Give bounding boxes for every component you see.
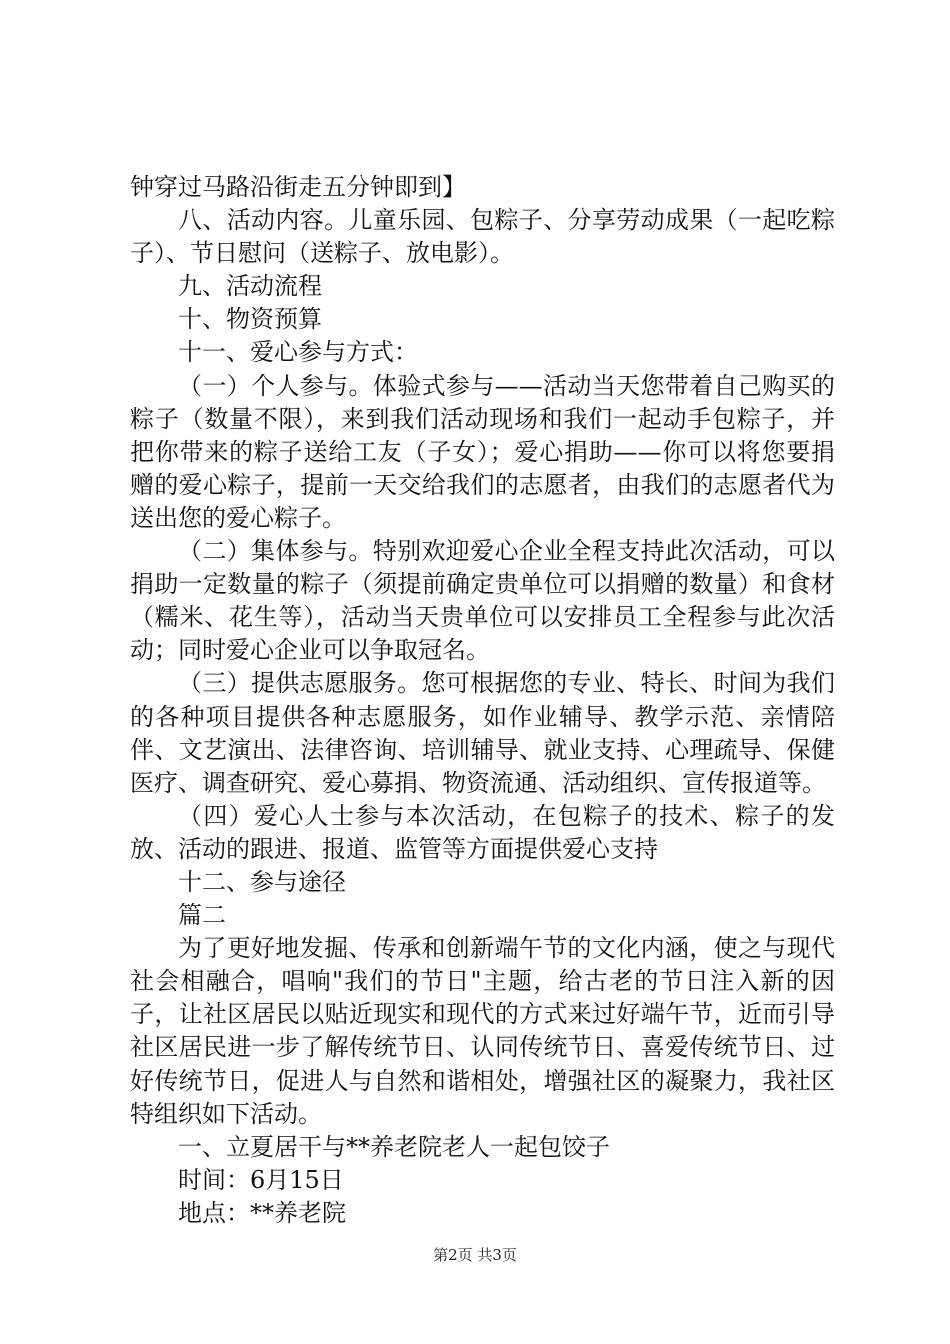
- paragraph-7: （三）提供志愿服务。您可根据您的专业、特长、时间为我们的各种项目提供各种志愿服务，如作业辅导、教学示范、亲情陪伴、文艺演出、法律咨询、培训辅导、就业支持、心理疏导、保健医疗、调查研究、爱心募捐、物资流通、活动组织、宣传报道等。: [130, 669, 835, 797]
- paragraph-4: 十一、爱心参与方式：: [178, 338, 418, 367]
- paragraph-12: 一、立夏居干与**养老院老人一起包饺子: [178, 1132, 610, 1161]
- paragraph-11: 为了更好地发掘、传承和创新端午节的文化内涵，使之与现代社会相融合，唱响"我们的节日"主题，给古老的节日注入新的因子，让社区居民以贴近现实和现代的方式来过好端午节，近而引导社区居民进一步了解传统节日、认同传统节日、喜爱传统节日、过好传统节日，促进人与自然和谐相处，增强社区的凝聚力，我社区特组织如下活动。: [130, 934, 835, 1128]
- paragraph-5: （一）个人参与。体验式参与——活动当天您带着自己购买的粽子（数量不限），来到我们活动现场和我们一起动手包粽子，并把你带来的粽子送给工友（子女）；爱心捐助——你可以将您要捐赠的爱心粽子，提前一天交给我们的志愿者，由我们的志愿者代为送出您的爱心粽子。: [130, 371, 835, 532]
- page-number-footer: 第2页 共3页: [433, 1246, 517, 1264]
- paragraph-0: 钟穿过马路沿街走五分钟即到】: [130, 173, 466, 201]
- paragraph-8: （四）爱心人士参与本次活动，在包粽子的技术、粽子的发放、活动的跟进、报道、监管等方面提供爱心支持: [130, 801, 835, 863]
- paragraph-3: 十、物资预算: [178, 305, 322, 334]
- paragraph-10: 篇二: [178, 901, 226, 930]
- paragraph-6: （二）集体参与。特别欢迎爱心企业全程支持此次活动，可以捐助一定数量的粽子（须提前确定贵单位可以捐赠的数量）和食材（糯米、花生等），活动当天贵单位可以安排员工全程参与此次活动；同时爱心企业可以争取冠名。: [130, 537, 835, 665]
- document-body: [130, 171, 835, 1230]
- paragraph-13: 时间：6月15日: [178, 1165, 344, 1194]
- paragraph-1: 八、活动内容。儿童乐园、包粽子、分享劳动成果（一起吃粽子）、节日慰问（送粽子、放电影）。: [130, 206, 835, 268]
- paragraph-2: 九、活动流程: [178, 272, 322, 301]
- paragraph-14: 地点：**养老院: [178, 1198, 346, 1227]
- paragraph-9: 十二、参与途径: [178, 867, 346, 896]
